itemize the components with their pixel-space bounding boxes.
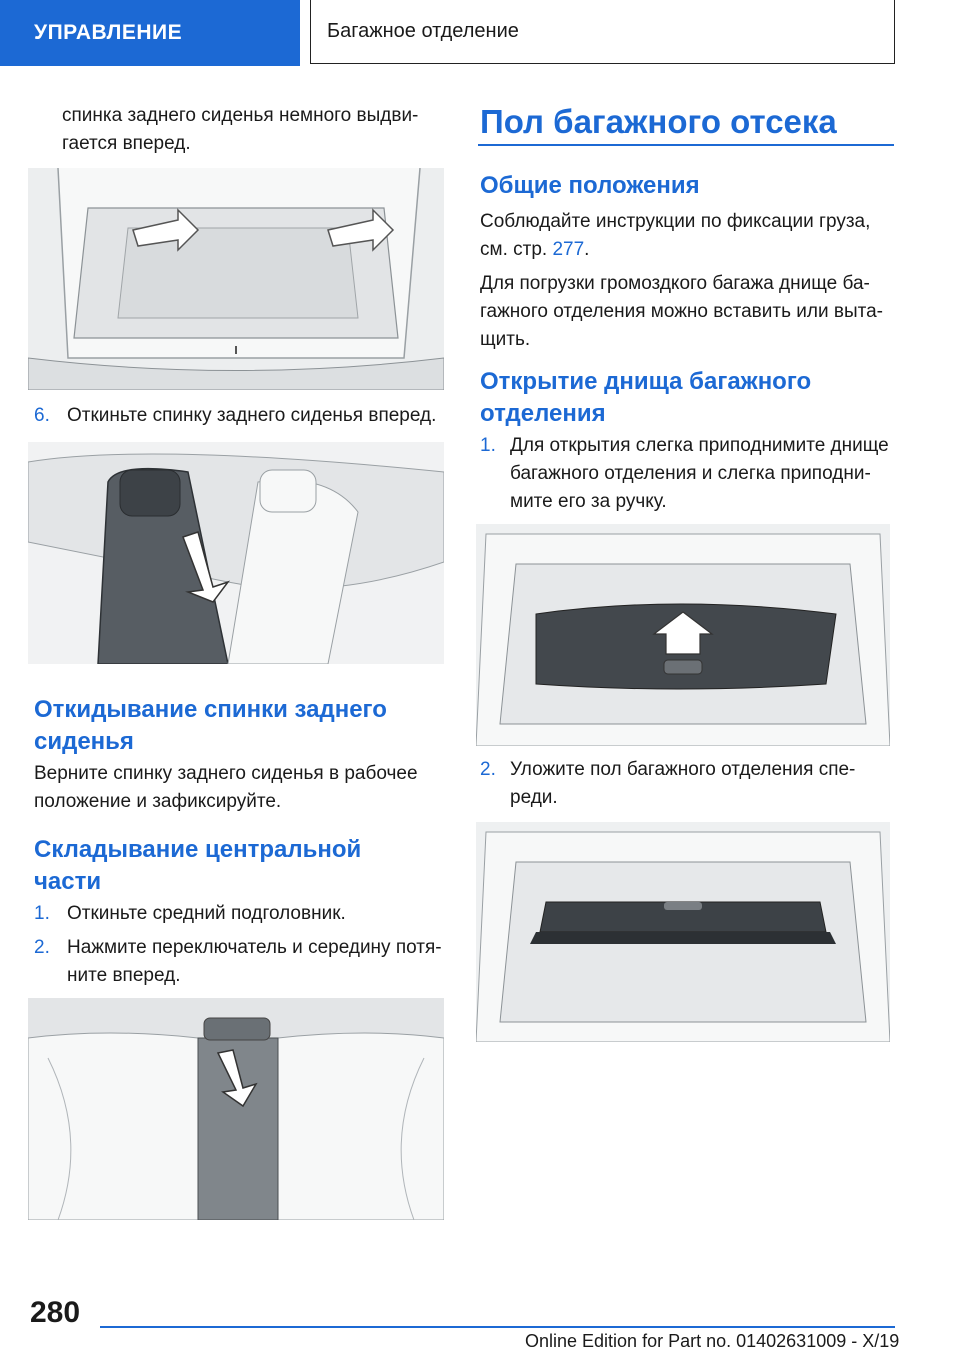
general-text1-line1: Соблюдайте инструкции по фиксации груза, <box>480 211 871 232</box>
seat-fold-forward-illustration <box>28 442 444 664</box>
section-tab: УПРАВЛЕНИЕ <box>0 0 300 66</box>
intro-text-line2: гается вперед. <box>62 133 191 154</box>
opening-step-2 <box>480 756 894 812</box>
step-number: 2. <box>34 937 50 958</box>
step-number: 1. <box>480 435 496 456</box>
fold-back-text-line1: Верните спинку заднего сиденья в рабочее <box>34 763 418 784</box>
floor-placed-illustration <box>476 822 890 1042</box>
chapter-title: Багажное отделение <box>310 0 895 64</box>
footer-rule <box>100 1326 895 1328</box>
intro-text-line1: спинка заднего сиденья немного выдви- <box>62 105 419 126</box>
floor-lift-illustration <box>476 524 890 746</box>
page-number: 280 <box>30 1296 81 1329</box>
step-number: 6. <box>34 405 50 426</box>
fold-back-heading: Откидывание спинки заднего сиденья <box>34 696 387 755</box>
trunk-floor-title: Пол багажного отсека <box>480 103 837 140</box>
title-rule <box>478 144 894 146</box>
page-reference-link[interactable]: 277 <box>552 239 585 260</box>
opening-step-1 <box>480 432 894 516</box>
trunk-seat-release-illustration <box>28 168 444 390</box>
edition-note: Online Edition for Part no. 01402631009 - X/19 <box>525 1331 900 1351</box>
step-text: Откиньте спинку заднего сиденья вперед. <box>67 405 437 426</box>
fold-center-heading: Складывание центральной части <box>34 836 362 895</box>
fold-center-step-2 <box>34 934 444 990</box>
step-text: Для открытия слегка приподнимите днище багажного отделения и слегка приподни- мите его за ручку. <box>510 435 889 512</box>
step-text: Нажмите переключатель и середину потя- ните вперед. <box>67 937 442 986</box>
step-number: 2. <box>480 759 496 780</box>
fold-center-step-1 <box>34 900 444 928</box>
fold-back-text-line2: положение и зафиксируйте. <box>34 791 282 812</box>
step-number: 1. <box>34 903 50 924</box>
general-text1-line2: см. стр. 277. <box>480 239 590 260</box>
center-section-fold-illustration <box>28 998 444 1220</box>
opening-heading: Открытие днища багажного отделения <box>480 368 812 427</box>
general-text2: Для погрузки громоздкого багажа днище ба- гажного отделения можно вставить или выта- щить. <box>480 273 883 350</box>
step-text: Откиньте средний подголовник. <box>67 903 346 924</box>
general-heading: Общие положения <box>480 172 700 199</box>
step-text: Уложите пол багажного отделения спе- реди. <box>510 759 856 808</box>
